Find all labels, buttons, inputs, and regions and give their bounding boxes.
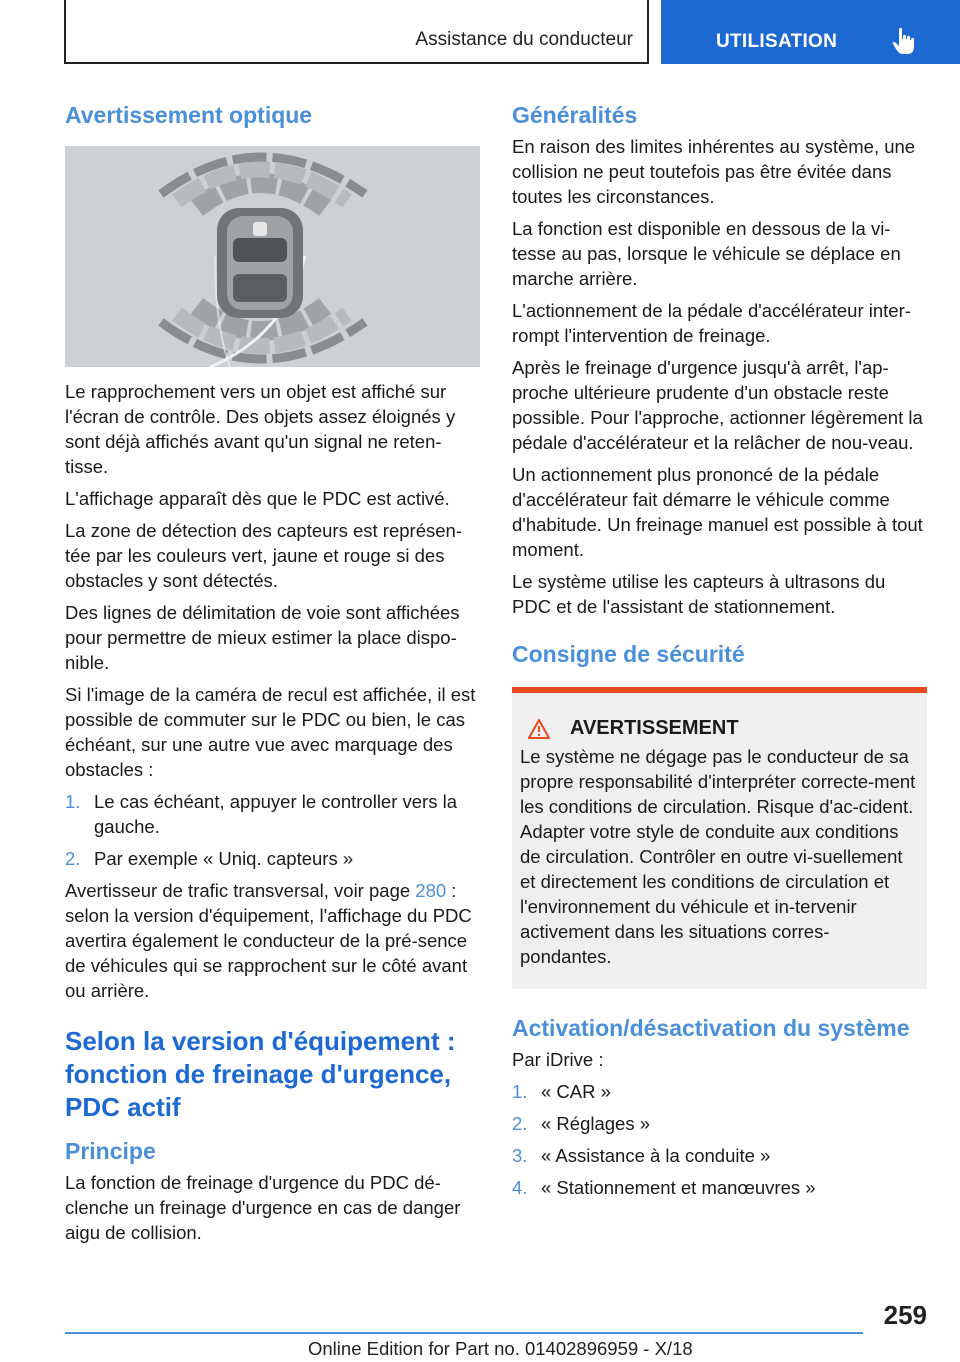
paragraph: Des lignes de délimitation de voie sont affichées pour permettre de mieux estimer la place dispo‐nible. (65, 602, 460, 673)
warning-header (520, 717, 919, 740)
paragraph: L'affichage apparaît dès que le PDC est activé. (65, 488, 450, 509)
paragraph: Après le freinage d'urgence jusqu'à arrêt, l'ap‐proche ultérieure prudente d'un obstacle reste possible. Pour l'approche, actionner légèrement la pédale d'accélérateur et la relâcher de nou‐veau. (512, 357, 923, 453)
pdc-diagram-image (65, 146, 480, 367)
step-text: « Stationnement et manœuvres » (541, 1177, 816, 1198)
step-text: « Assistance à la conduite » (541, 1145, 771, 1166)
step-text: Le cas échéant, appuyer le controller vers la gauche. (94, 791, 458, 837)
paragraph: En raison des limites inhérentes au système, une collision ne peut toutefois pas être évitée dans toutes les circonstances. (512, 136, 916, 207)
footer-edition: Online Edition for Part no. 01402896959 - X/18 (308, 1338, 693, 1359)
title-activation: Activation/désactivation du système (512, 1015, 910, 1041)
header-section-title: Assistance du conducteur (415, 29, 633, 50)
list-item (512, 1175, 927, 1200)
paragraph: Par iDrive : (512, 1049, 604, 1070)
list-item (512, 1079, 927, 1104)
hand-pointer-icon (891, 27, 917, 55)
list-item (65, 846, 480, 871)
header-tab-utilisation[interactable] (661, 0, 960, 64)
step-number: 1. (65, 791, 81, 812)
step-number: 2. (65, 848, 81, 869)
paragraph: Le système utilise les capteurs à ultrasons du PDC et de l'assistant de stationnement. (512, 571, 886, 617)
step-text: « CAR » (541, 1081, 611, 1102)
step-number: 1. (512, 1081, 528, 1102)
page-number: 259 (883, 1300, 927, 1330)
left-column (65, 100, 480, 1252)
paragraph: La fonction de freinage d'urgence du PDC dé‐clenche un freinage d'urgence en cas de danger aigu de collision. (65, 1172, 461, 1243)
list-item (512, 1111, 927, 1136)
paragraph-cross-traffic (65, 878, 480, 1003)
paragraph: L'actionnement de la pédale d'accélérateur inter‐rompt l'intervention de freinage. (512, 300, 911, 346)
warning-box (512, 687, 927, 989)
text: Avertisseur de trafic transversal, voir page (65, 880, 416, 901)
title-visual-warning: Avertissement optique (65, 102, 313, 128)
step-number: 2. (512, 1113, 528, 1134)
step-text: « Réglages » (541, 1113, 651, 1134)
step-number: 3. (512, 1145, 528, 1166)
step-number: 4. (512, 1177, 528, 1198)
title-safety-notice: Consigne de sécurité (512, 641, 745, 667)
warning-title: AVERTISSEMENT (570, 717, 739, 739)
header-section-box (64, 0, 649, 64)
paragraph: Un actionnement plus prononcé de la pédale d'accélérateur fait démarre le véhicule comme d'habitude. Un freinage manuel est possible à tout moment. (512, 464, 923, 560)
pdc-illustration (65, 146, 480, 367)
paragraph: La fonction est disponible en dessous de la vi‐tesse au pas, lorsque le véhicule se déplace en marche arrière. (512, 218, 901, 289)
text: : selon la version d'équipement, l'affichage du PDC avertira également le conducteur de la pré‐sence de véhicules qui se rapprochent sur le côté avant ou arrière. (65, 880, 472, 1001)
page-link-280[interactable]: 280 (415, 880, 447, 901)
header-tab-label: UTILISATION (716, 31, 838, 52)
idrive-steps-list (512, 1079, 927, 1200)
right-column (512, 100, 927, 1207)
warning-triangle-icon (528, 719, 550, 739)
steps-list (65, 789, 480, 871)
title-principe: Principe (65, 1138, 156, 1164)
paragraph: La zone de détection des capteurs est représen‐tée par les couleurs vert, jaune et rouge si des obstacles y sont détectés. (65, 520, 462, 591)
section-title-emergency-braking: Selon la version d'équipement : fonction de freinage d'urgence, PDC actif (65, 1026, 456, 1122)
list-item (65, 789, 480, 839)
footer-divider (65, 1332, 863, 1334)
list-item (512, 1143, 927, 1168)
title-generalites: Généralités (512, 102, 638, 128)
step-text: Par exemple « Uniq. capteurs » (94, 848, 354, 869)
paragraph: Le rapprochement vers un objet est affiché sur l'écran de contrôle. Des objets assez éloignés y sont déjà affichés avant qu'un signal ne reten‐tisse. (65, 381, 456, 477)
paragraph: Si l'image de la caméra de recul est affichée, il est possible de commuter sur le PDC ou bien, le cas échéant, sur une autre vue avec marquage des obstacles : (65, 684, 476, 780)
warning-text: Le système ne dégage pas le conducteur de sa propre responsabilité d'interpréter correcte‐ment les conditions de circulation. Risque d'ac‐cident. Adapter votre style de conduite aux conditions de circulation. Contrôler en outre vi‐suellement et directement les conditions de circulation et l'environnement du véhicule et in‐tervenir activement dans les situations corres‐pondantes. (520, 746, 916, 967)
